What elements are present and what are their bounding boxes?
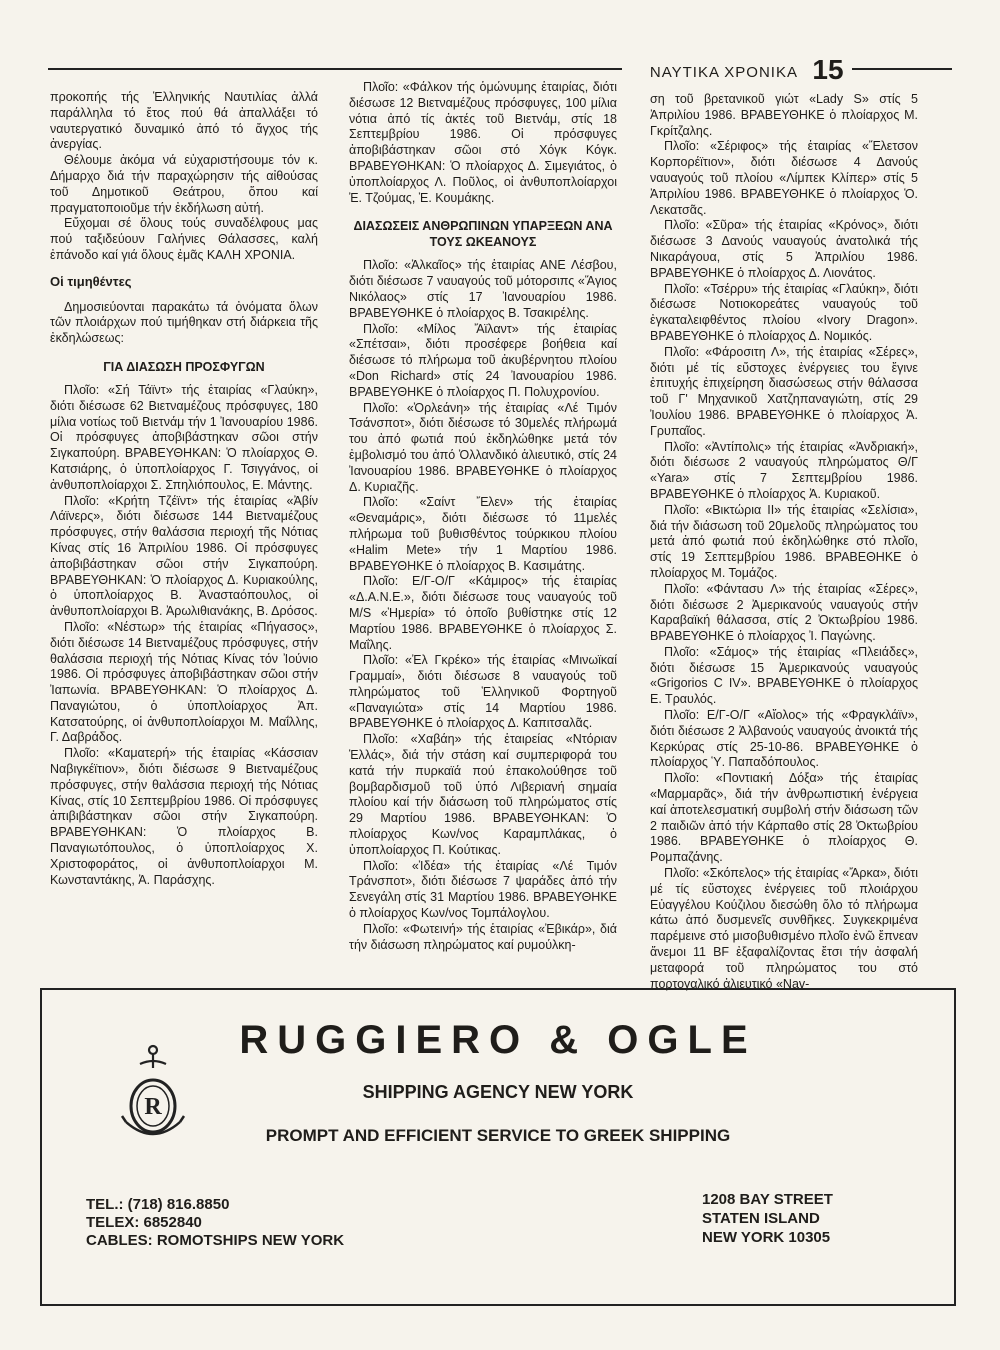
paragraph: Πλοῖο: «Φάλκον τής ὁμώνυμης ἑταιρίας, διότι διέσωσε 12 Βιετναμέζους πρόσφυγες, 100 μίλια νότια ἀπό τίς ἀκτές τοῦ Βιετνάμ, στίς 18 Σεπτεμβρίου 1986. Οἱ πρόσφυγες ἀποβιβάστηκαν σῶοι στό Χόγκ Κόγκ. ΒΡΑΒΕΥΘΗΚΑΝ: Ὁ πλοίαρχος Δ. Σιμεγιάτος, ὁ ὑποπλοίαρχος Λ. Ποῦλος, οἱ ἀνθυποπλοίαρχοι Ἐ. Τζούμας, Ἐ. Κουμάκης. [349,80,617,205]
paragraph: Πλοῖο: «Κρήτη Τζέϊντ» τής ἑταιρίας «Ἀβίν Λάϊνερς», διότι διέσωσε 144 Βιετναμέζους πρόσφυγες, στήν θαλάσσια περιοχή τῆς Νότιας Κίνας στίς 16 Ἀπριλίου 1986. Οἱ πρόσφυγες ἀποβιβάστηκαν σῶοι στήν Σιγκαπούρη. ΒΡΑΒΕΥΘΗΚΑΝ: Ὁ πλοίαρχος Δ. Κυριακούλης, ὁ ὑποπλοίαρχος Β. Ἀνασταόπουλος, οἱ ἀνθυποπλοίαρχοι Β. Ἀρωλιθιανάκης, Β. Δρόσος. [50,493,318,619]
paragraph: ση τοῦ βρετανικοῦ γιώτ «Lady S» στίς 5 Ἀπριλίου 1986. ΒΡΑΒΕΥΘΗΚΕ ὁ πλοίαρχος Μ. Γκρίτζαλης. [650,92,918,138]
header-rule-right [852,68,952,70]
paragraph: Δημοσιεύονται παρακάτω τά ὀνόματα ὅλων τῶν πλοιάρχων πού τιμήθηκαν στή διάρκεια τῆς ἐκδηλώσεως: [50,299,318,346]
paragraph: Πλοῖο: «Σκόπελος» τής ἑταιρίας «Ἄρκα», διότι μέ τίς εὔστοχες ἐνέργειες τοῦ πλοιάρχου Εὐαγγέλου Κούζιλου διεσώθη ὅλο τό πλήρωμα κάτω ἀπό δυσμενεῖς συνθῆκες. Συγκεκριμένα παρέμεινε στό μισοβυθισμένο πλοῖο ἐνῶ ἔπνεαν ἄνεμοι 11 BF ἐξαφαλίζοντας ἔτσι τήν ἀσφαλή μεταφορά τοῦ πληρώματος του στό πορτογαλικό ἀλιευτικό «Nav- [650,866,918,991]
paragraph: Πλοῖο: «Ἀλκαῖος» τής ἑταιρίας ΑΝΕ Λέσβου, διότι διέσωσε 7 ναυαγούς τοῦ μότορσιπς «Ἅγιος Νικόλαος» στίς 17 Ἰανουαρίου 1986. ΒΡΑΒΕΥΘΗΚΕ ὁ πλοίαρχος Β. Τσακιρέλης. [349,258,617,320]
contact-block [86,1196,344,1250]
page-number: 15 [806,54,850,86]
paragraph: Πλοῖο: «Μίλος Ἄϊλαντ» τής ἑταιρίας «Σπέτσαι», διότι προσέφερε βοήθεια καί διέσωσε τό πλήρωμα τοῦ ἀκυβέρνητου πλοίου «Don Richard» στίς 24 Ἰανουαρίου 1986. ΒΡΑΒΕΥΘΗΚΕ ὁ πλοίαρχος Π. Πολυχρονίου. [349,321,617,399]
telex: TELEX: 6852840 [86,1214,202,1231]
paragraph: Πλοῖο: Ε/Γ-Ο/Γ «Κάμιρος» τής ἑταιρίας «Δ.Α.Ν.Ε.», διότι διέσωσε τους ναυαγούς τοῦ Μ/S «Ἡμερία» τό ὁποῖο βυθίστηκε στίς 12 Μαρτίου 1986. ΒΡΑΒΕΥΘΗΚΕ ὁ πλοίαρχος Σ. Μαΐλης. [349,574,617,652]
section-title: ΔΙΑΣΩΣΕΙΣ ΑΝΘΡΩΠΙΝΩΝ ΥΠΑΡΞΕΩΝ ΑΝΑ ΤΟΥΣ ΩΚΕΑΝΟΥΣ [353,219,613,250]
paragraph: Πλοῖο: «Σαίντ Ἔλεν» τής ἑταιρίας «Θεναμάρις», διότι διέσωσε τό 11μελές πλήρωμα τοῦ βυθισθέντος τούρκικου πλοίου «Halim Mete» τήν 1 Μαρτίου 1986. ΒΡΑΒΕΥΘΗΚΕ ὁ πλοίαρχος Β. Κασιμάτης. [349,495,617,573]
paragraph: Πλοῖο: «Φάντασυ Λ» τής ἑταιρίας «Σέρες», διότι διέσωσε 2 Ἀμερικανούς ναυαγούς στήν Καραβαϊκή θάλασσα, στίς 2 Ὀκτωβρίου 1986. ΒΡΑΒΕΥΘΗΚΕ ὁ πλοίαρχος Ἰ. Παγώνης. [650,581,918,644]
address-block [702,1190,833,1247]
paragraph: Πλοῖο: «Σῦρα» τής ἑταιρίας «Κρόνος», διότι διέσωσε 3 Δανούς ναυαγούς ἀνατολικά τής Νικαράγουα, στίς 5 Ἀπριλίου 1986. ΒΡΑΒΕΥΘΗΚΕ ὁ πλοίαρχος Δ. Λιονάτος. [650,218,918,280]
paragraph: Πλοῖο: «Ποντιακή Δόξα» τής ἑταιρίας «Μαρμαρᾶς», διά τήν ἀνθρωπιστική ἐνέργεια καί ἀποτελεσματική συμβολή στήν διάσωση τῶν 2 παιδιῶν ἀπό τήν Κάρπαθο στίς 28 Ὀκτωβρίου 1986. ΒΡΑΒΕΥΘΗΚΕ ὁ πλοίαρχος Θ. Ρομπαζάνης. [650,771,918,865]
company-tagline: PROMPT AND EFFICIENT SERVICE TO GREEK SHIPPING [265,1126,731,1145]
paragraph: Πλοῖο: «Χαβάη» τής ἑταιρείας «Ντόριαν Ἑλλάς», διά τήν στάση καί συμπεριφορά του κατά τήν πυρκαϊά πού ἐπακολούθησε τοῦ βομβαρδισμοῦ τοῦ ὑπό Λιβεριανή σημαία πλοίου καί τήν διάσωση τοῦ πληρώματος στίς 29 Μαρτίου 1986. ΒΡΑΒΕΥΘΗΚΑΝ: Ὁ πλοίαρχος Κων/νος Καραμπλάκας, ὁ ὑποπλοίαρχος Π. Κούτικας. [349,732,617,857]
paragraph: Πλοῖο: «Ἐλ Γκρέκο» τής ἑταιρίας «Μινωϊκαί Γραμμαί», διότι διέσωσε 8 ναυαγούς τοῦ πληρώματος τοῦ Ἑλληνικοῦ Φορτηγοῦ «Παναγιώτα» στίς 14 Μαρτίου 1986. ΒΡΑΒΕΥΘΗΚΕ ὁ πλοίαρχος Δ. Καπιτσαλᾶς. [349,653,617,731]
address-line: 1208 BAY STREET [702,1191,833,1208]
article-column-1 [50,90,318,978]
paragraph: Πλοῖο: «Βικτώρια II» τής ἑταιρίας «Σελίσια», διά τήν διάσωση τοῦ 20μελοῦς πληρώματος του μετά ἀπό φωτιά πού ἐκδηλώθηκε στό πλοῖο, στίς 19 Σεπτεμβρίου 1986. ΒΡΑΒΕΘΗΚΕ ὁ πλοίαρχος Μ. Τομάζος. [650,502,918,580]
paragraph: Πλοῖο: «Νέστωρ» τής ἑταιρίας «Πήγασος», διότι διέσωσε 14 Βιετναμέζους πρόσφυγες, στήν θαλάσσια περιοχή τής Νότιας Κίνας τόν Ἰούνιο 1986. Οἱ πρόσφυγες ἀποβιβάστηκαν σῶοι στήν Ἰαπωνία. ΒΡΑΒΕΥΘΗΚΑΝ: Ὁ πλοίαρχος Δ. Παναγιώτου, ὁ ὑποπλοίαρχος Ἀπ. Κατσατούρης, οἱ ἀνθυποπλοίαρχοι Μ. Μαΐλλης, Γ. Δαβράδος. [50,619,318,745]
paragraph: Πλοῖο: «Καματερή» τής ἑταιρίας «Κάσσιαν Ναβιγκέϊτιον», διότι διέσωσε 9 Βιετναμέζους πρόσφυγες, στήν θαλάσσια περιοχή τής Νότιας Κίνας, στίς 10 Σεπτεμβρίου 1986. Οἱ πρόσφυγες ἀπιβιβάστηκαν σῶοι στήν Σιγκαπούρη. ΒΡΑΒΕΥΘΗΚΑΝ: Ὁ πλοίαρχος Β. Παναγιωτόπουλος, ὁ ὑποπλοίαρχος Χ. Χριστοφοράτος, οἱ ἀνθυποπλοίαρχοι Μ. Κωνσταντάκης, Ἀ. Παράσχης. [50,746,318,887]
paragraph: Εὔχομαι σέ ὅλους τούς συναδέλφους μας πού ταξιδεύουν Γαλήνιες Θάλασσες, καλή ἐπάνοδο καί γιά ὅλους ἐμᾶς ΚΑΛΗ ΧΡΟΝΙΑ. [50,216,318,262]
paragraph: Πλοῖο: «Σή Τάϊντ» τής ἑταιρίας «Γλαύκη», διότι διέσωσε 62 Βιετναμέζους πρόσφυγες, 180 μίλια νοτίως τοῦ Βιετνάμ τήν 1 Ἰανουαρίου 1986. Οἱ πρόσφυγες ἀποβιβάστηκαν σῶοι στήν Σιγκαπούρη. ΒΡΑΒΕΥΘΗΚΑΝ: Ὁ πλοίαρχος Θ. Κατσιάρης, ὁ ὑποπλοίαρχος Γ. Τσιγγάνος, οἱ ἀνθυποπλοίαρχοι Σ. Σπηλιόπουλος, Ε. Μάντης. [50,382,318,492]
telephone: TEL.: (718) 816.8850 [86,1196,230,1213]
paragraph: Πλοῖο: «Φάροσιτη Λ», τής ἑταιρίας «Σέρες», διότι μέ τίς εὔστοχες ἐνέργειες του ἔγινε ἐπιτυχής ἐπιχείρηση διασώσεως στήν θάλασσα τοῦ Γ' Μηχανικοῦ Χατζηπαναγιώτη, στίς 29 Ἰουλίου 1986. ΒΡΑΒΕΥΘΗΚΕ ὁ πλοίαρχος Ἀ. Γρυπαῖος. [650,344,918,438]
paragraph: Πλοῖο: «Ἀντίπολις» τής ἑταιρίας «Ἀνδριακή», διότι διέσωσε 2 ναυαγούς πληρώματος Θ/Γ «Yara» στίς 7 Σεπτεμβρίου 1986. ΒΡΑΒΕΥΘΗΚΕ ὁ πλοίαρχος Ἀ. Κυριακοῦ. [650,439,918,501]
paragraph: Πλοῖο: «Τσέρρυ» τής ἑταιρίας «Γλαύκη», διότι διέσωσε Νοτιοκορεάτες ναυαγούς τοῦ ἐγκαταλειφθέντος πλοίου «Ivory Dragon». ΒΡΑΒΕΥΘΗΚΕ ὁ πλοίαρχος Δ. Νομικός. [650,281,918,343]
address-line: NEW YORK 10305 [702,1229,831,1246]
address-line: STATEN ISLAND [702,1210,820,1227]
paragraph: Πλοῖο: «Ὀρλεάνη» τής ἑταιρίας «Λέ Τιμόν Τσάνσποτ», διότι διέσωσε τό 30μελές πλήρωμά του ἀπό φωτιά πού ἐκδηλώθηκε μετά τόν ἐμβολισμό του ἀπό Ὁλλανδικό ἁλιευτικό, στίς 24 Ἰανουαρίου 1986. ΒΡΑΒΕΥΘΗΚΕ ὁ πλοίαρχος Δ. Κυριαζῆς. [349,400,617,494]
cables: CABLES: ROMOTSHIPS NEW YORK [86,1232,345,1249]
paragraph: Πλοῖο: Ε/Γ-Ο/Γ «Αἴολος» τής «Φραγκλάϊν», διότι διέσωσε 2 Ἀλβανούς ναυαγούς ἀνοικτά τής Κερκύρας στίς 25-10-86. ΒΡΑΒΕΥΘΗΚΕ ὁ πλοίαρχος Ὑ. Παπαδόπουλος. [650,708,918,770]
paragraph: Θέλουμε ἀκόμα νά εὐχαριστήσουμε τόν κ. Δήμαρχο διά τήν παραχώρησιν τής αἰθούσας τοῦ Δημοτικοῦ Θεάτρου, ὅπου καί πραγματοποιοῦμε τήν ἐκδήλωση αὐτή. [50,153,318,215]
company-name: RUGGIERO & OGLE [239,1018,757,1062]
section-title: ΓΙΑ ΔΙΑΣΩΣΗ ΠΡΟΣΦΥΓΩΝ [103,359,265,374]
paragraph: Πλοῖο: «Φωτεινή» τής ἑταιρίας «Ἐβικάρ», διά τήν διάσωση πληρώματος καί ρυμούλκη- [349,921,617,952]
paragraph: Πλοῖο: «Ἰδέα» τής ἑταιρίας «Λέ Τιμόν Τράνσποτ», διότι διέσωσε 7 ψαράδες ἀπό τήν Σενεγάλη στίς 31 Μαρτίου 1986. ΒΡΑΒΕΥΘΗΚΕ ὁ πλοίαρχος Κων/νος Τομπάλογλου. [349,858,617,921]
article-column-2 [349,80,617,968]
publication-title: ΝΑΥΤΙΚΑ ΧΡΟΝΙΚΑ [622,64,804,81]
svg-text:R: R [144,1094,162,1120]
paragraph: Πλοῖο: «Σάμος» τής ἑταιρίας «Πλειάδες», διότι διέσωσε 15 Ἀμερικανούς ναυαγούς «Grigorios C IV». ΒΡΑΒΕΥΘΗΚΕ ὁ πλοίαρχος Ε. Τραυλός. [650,644,918,707]
section-heading: Οἱ τιμηθέντες [50,273,132,289]
advertisement-box [40,988,956,1306]
company-subtitle: SHIPPING AGENCY NEW YORK [362,1082,634,1102]
article-column-3 [650,92,918,991]
paragraph: προκοπής τής Ἑλληνικής Ναυτιλίας ἀλλά παράλληλα τό ἔτος πού θά ἀπαλλάξει τό ναυτεργατικό δυναμικό ἀπό τό ἄγχος τής ἀνεργίας. [50,90,318,152]
paragraph: Πλοῖο: «Σέριφος» τής ἑταιρίας «Ἔλετσον Κορπορέϊτιον», διότι διέσωσε 4 Δανούς ναυαγούς τοῦ πλοίου «Λίμπεκ Κλίπερ» στίς 5 Ἀπριλίου 1986. ΒΡΑΒΕΥΘΗΚΕ ὁ πλοίαρχος Ὁ. Λεκατσᾶς. [650,139,918,217]
